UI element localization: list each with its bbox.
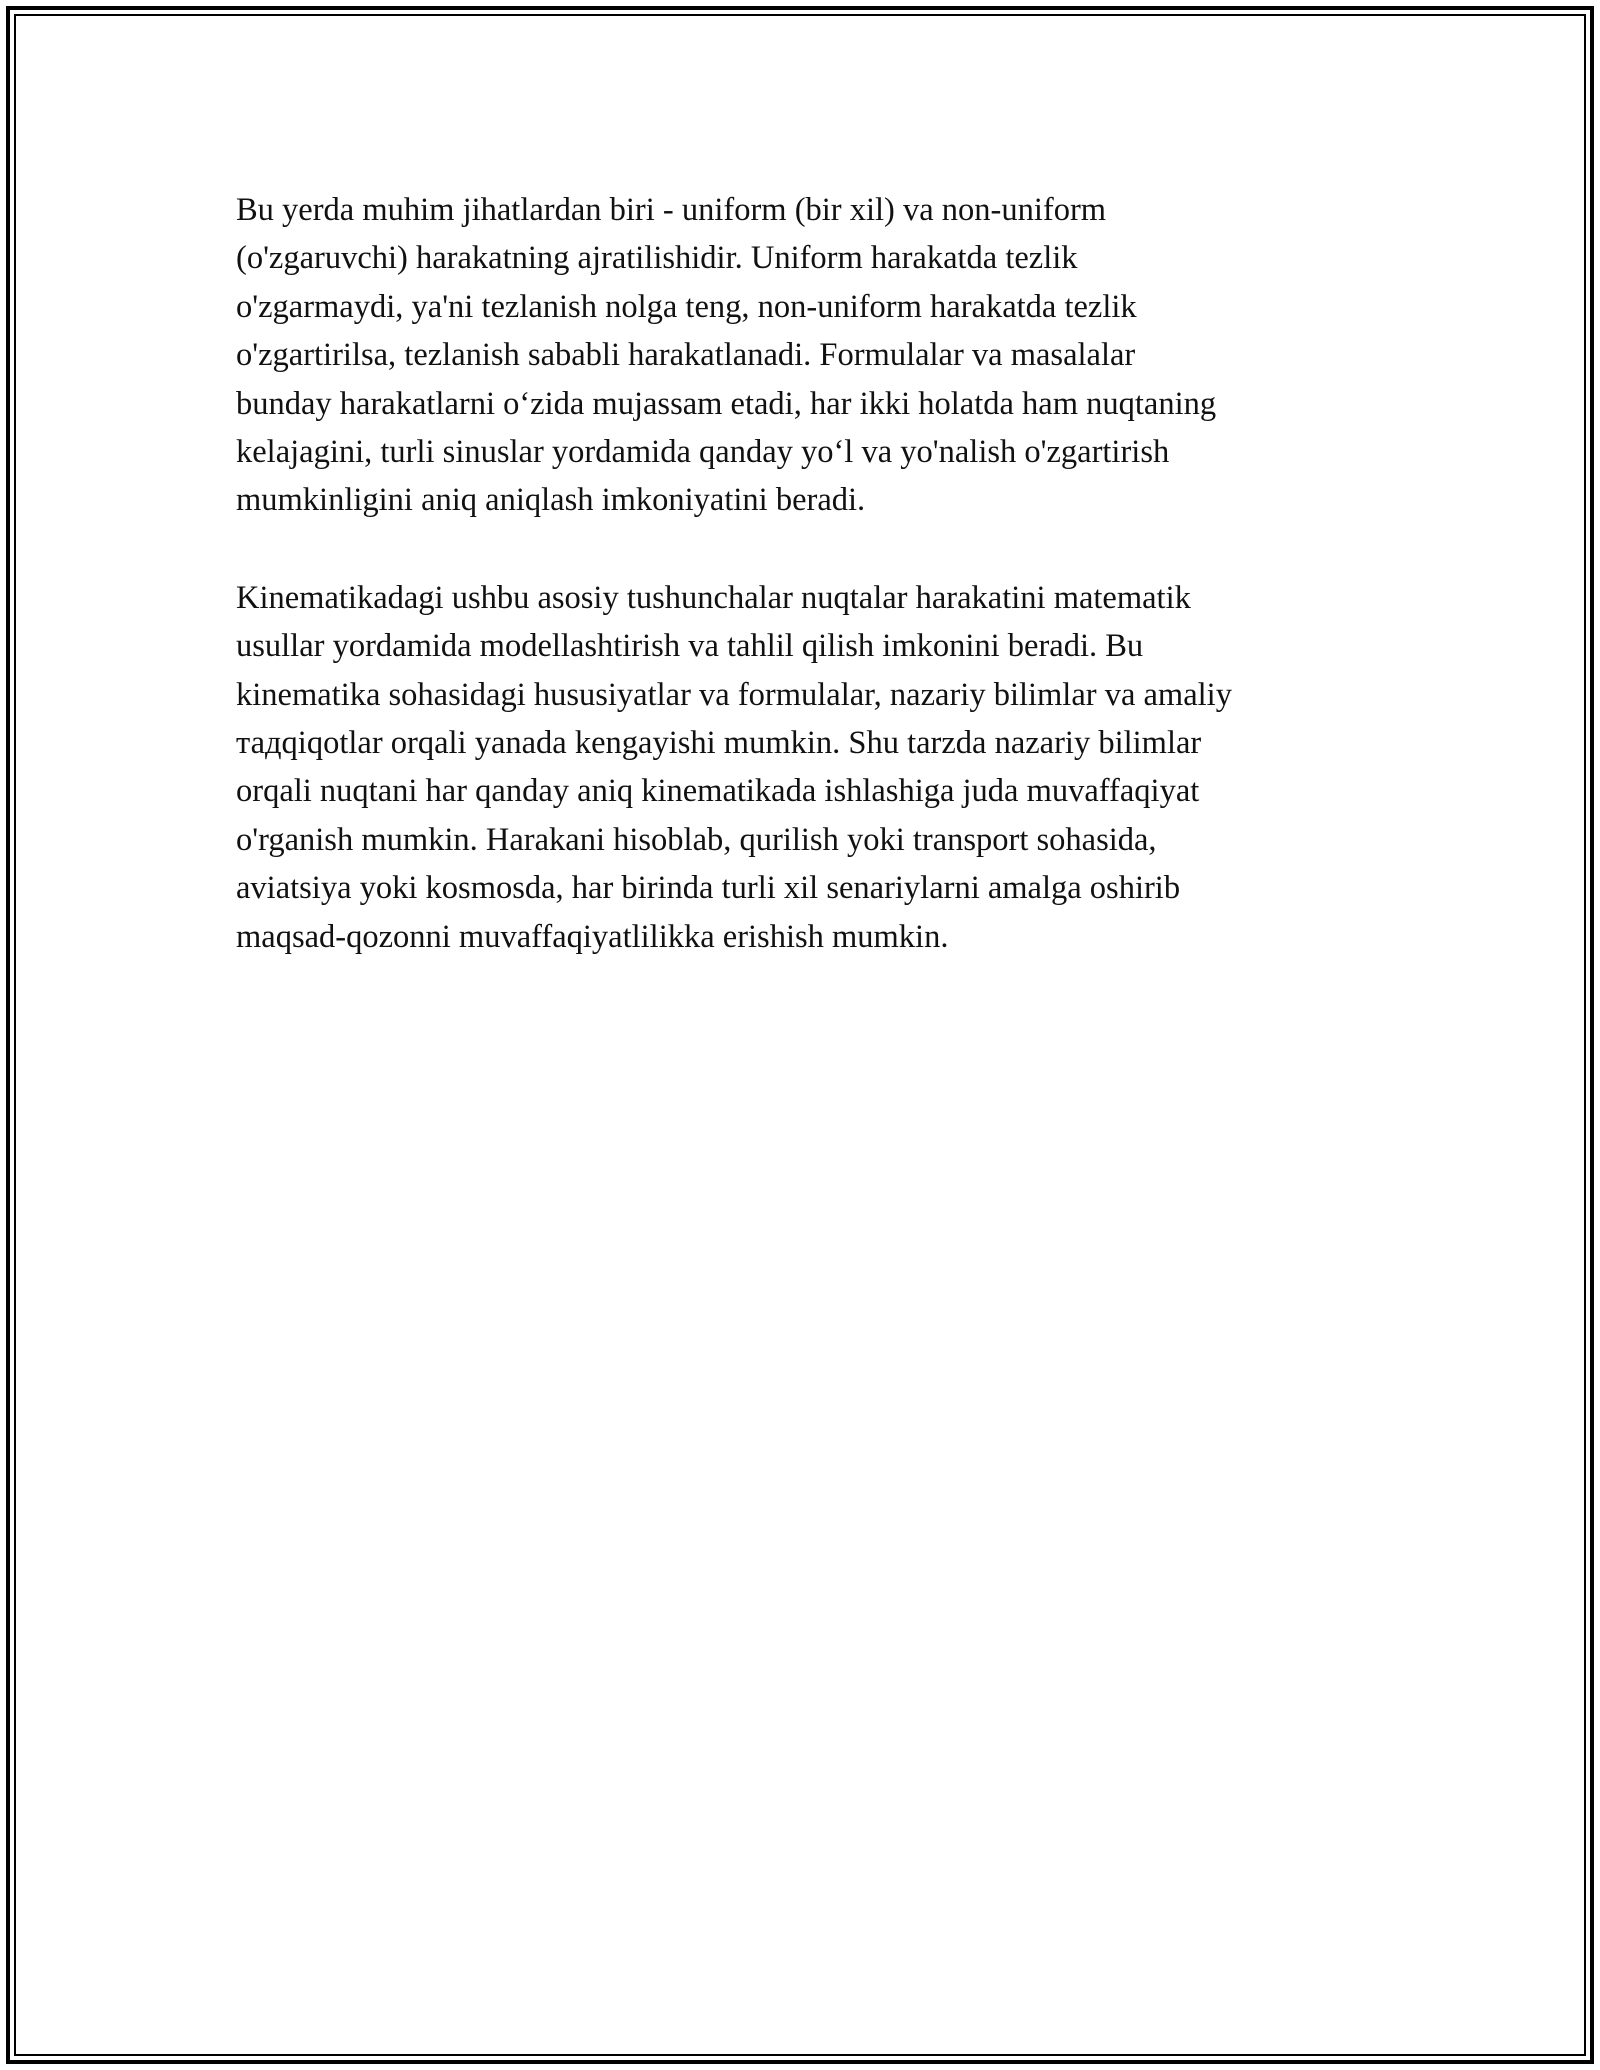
paragraph-2: Kinematikadagi ushbu asosiy tushunchalar nuqtalar harakatini matematik usullar yordamida modellashtirish va tahlil qilish imkonini beradi. Bu kinematika sohasidagi hususiyatlar va formulalar, nazariy bilimlar va amaliy тадqiqotlar orqali yanada kengayishi mumkin. Shu tarzda nazariy bilimlar orqali nuqtani har qanday aniq kinematikada ishlashiga juda muvaffaqiyat o'rganish mumkin. Harakani hisoblab, qurilish yoki transport sohasida, aviatsiya yoki kosmosda, har birinda turli xil senariylarni amalga oshirib maqsad-qozonni muvaffaqiyatlilikka erishish mumkin. <box>236 579 1232 955</box>
paragraph-1: Bu yerda muhim jihatlardan biri - uniform (bir xil) va non-uniform (o'zgaruvchi) harakatning ajratilishidir. Uniform harakatda tezlik o'zgarmaydi, ya'ni tezlanish nolga teng, non-uniform harakatda tezlik o'zgartirilsa, tezlanish sababli harakatlanadi. Formulalar va masalalar bunday harakatlarni o‘zida mujassam etadi, har ikki holatda ham nuqtaning kelajagini, turli sinuslar yordamida qanday yo‘l va yo'nalish o'zgartirish mumkinligini aniq aniqlash imkoniyatini beradi. <box>236 192 1217 519</box>
document-body <box>236 186 1366 1010</box>
